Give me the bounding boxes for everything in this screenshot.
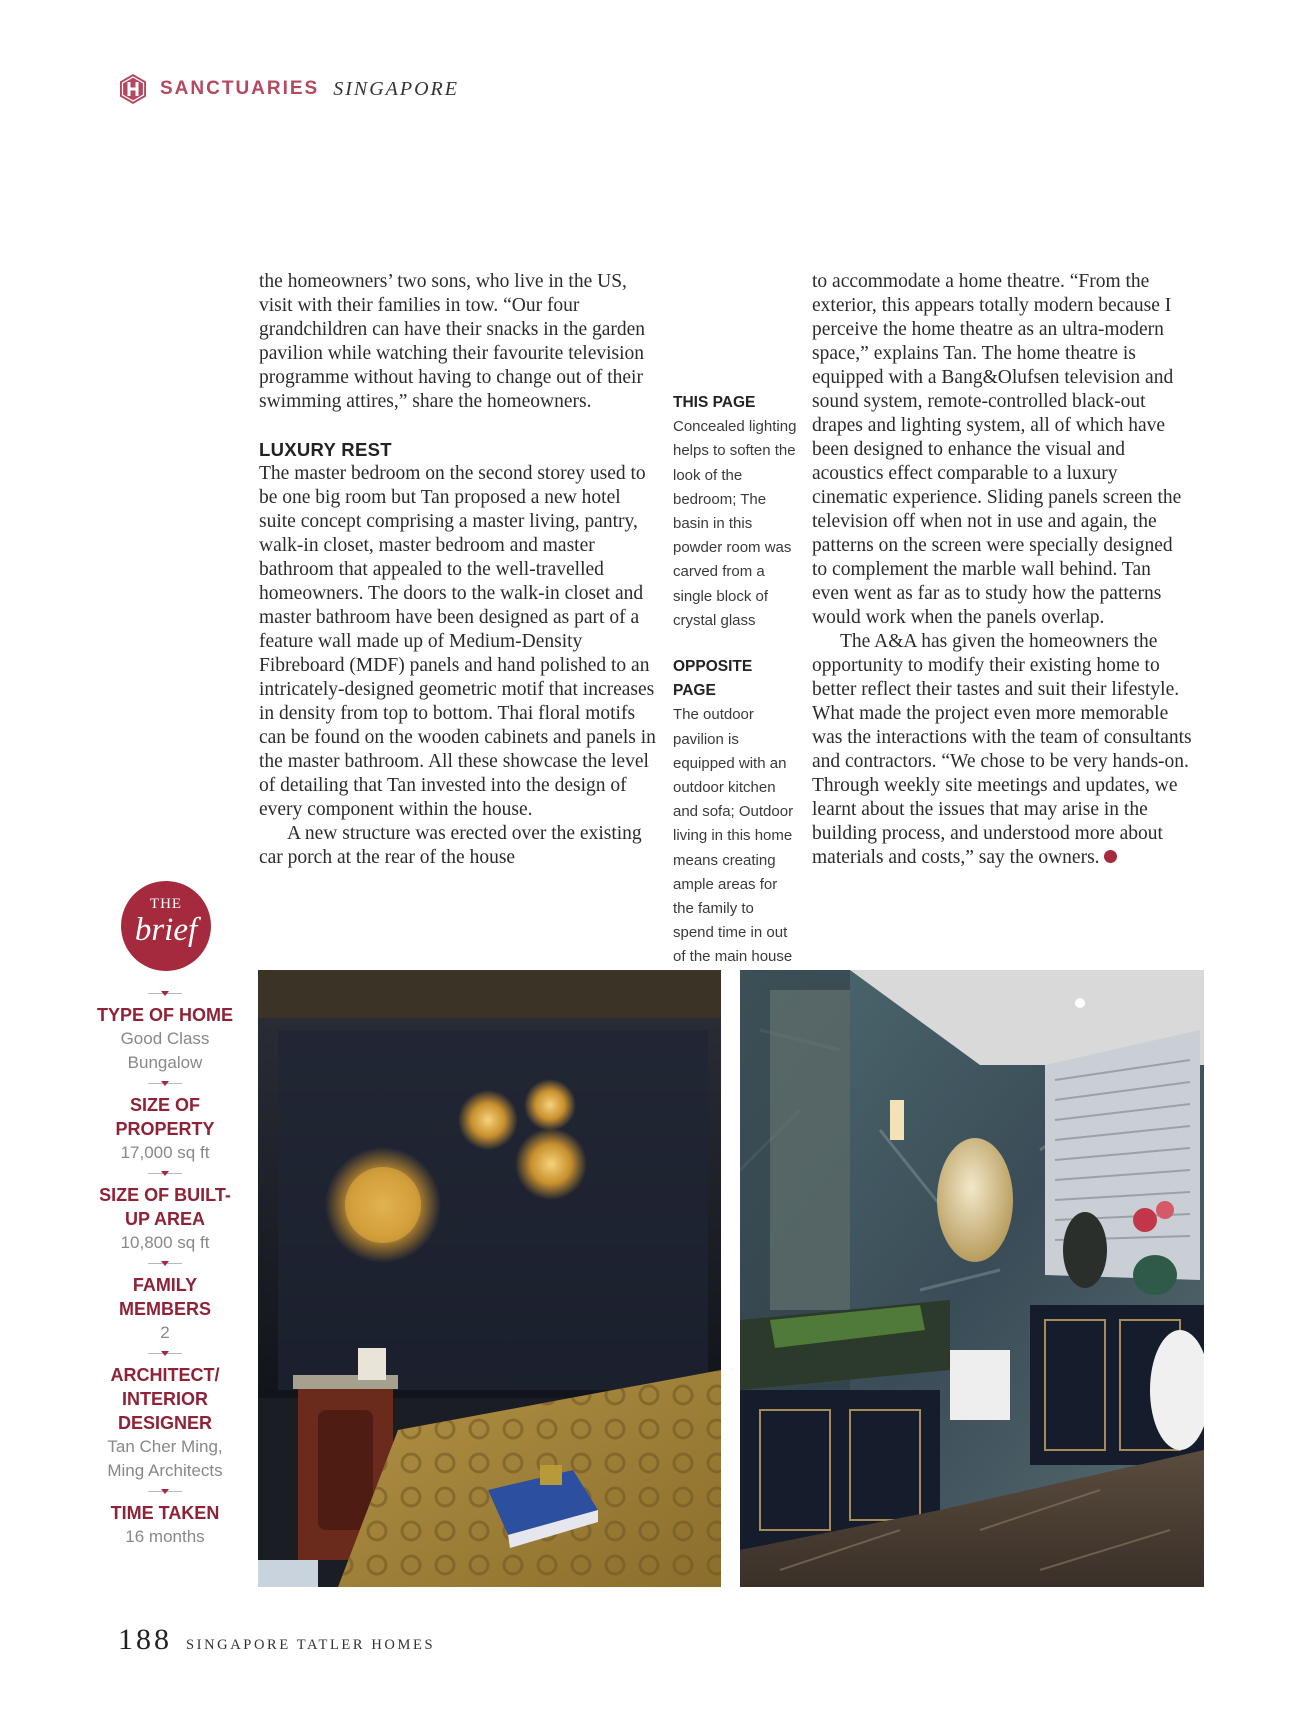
article-paragraph: A new structure was erected over the existing car porch at the rear of the house [259, 823, 642, 868]
brief-facts [90, 985, 240, 1549]
section-location: SINGAPORE [333, 77, 459, 100]
article-paragraph: the homeowners’ two sons, who live in the US, visit with their families in tow. “Our four grandchildren can have their snacks in the garden pavilion while watching their favourite television programme without having to change out of their swimming attires,” share the homeowners. [259, 271, 646, 412]
caption-title: OPPOSITE PAGE [673, 658, 753, 700]
caption-this-page [673, 391, 798, 633]
article-paragraph: The master bedroom on the second storey used to be one big room but Tan proposed a new hotel suite concept comprising a master living, pantry, walk-in closet, master bedroom and master bathroom that appealed to the well-travelled homeowners. The doors to the walk-in closet and master bathroom have been designed as part of a feature wall made up of Medium-Density Fibreboard (MDF) panels and hand polished to an intricately-designed geometric motif that increases in density from top to bottom. Thai floral motifs can be found on the wooden cabinets and panels in the master bathroom. All these showcase the level of detailing that Tan invested into the design of every component within the house. [259, 463, 656, 820]
bathroom-photo [740, 970, 1204, 1587]
brief-divider [90, 1075, 240, 1093]
brief-item [90, 1093, 240, 1165]
caption-opposite-page [673, 655, 798, 970]
section-name: SANCTUARIES [160, 78, 320, 99]
brief-value: Tan Cher Ming, Ming Architects [107, 1437, 223, 1480]
page-footer [118, 1623, 435, 1657]
brief-label: FAMILY MEMBERS [118, 1275, 211, 1319]
brief-item [90, 1363, 240, 1483]
brief-item [90, 1183, 240, 1255]
brief-item [90, 1273, 240, 1345]
brief-value: 2 [160, 1323, 170, 1342]
brief-value: Good Class Bungalow [120, 1029, 210, 1072]
brief-divider [90, 1165, 240, 1183]
end-mark-icon [1104, 850, 1117, 863]
brief-value: 17,000 sq ft [120, 1143, 210, 1162]
publication-name: SINGAPORE TATLER HOMES [186, 1637, 436, 1653]
brief-value: 16 months [125, 1527, 205, 1546]
page-number: 188 [118, 1623, 172, 1656]
bathroom-illustration [740, 970, 1204, 1587]
brief-badge-word: brief [134, 912, 198, 948]
caption-title: THIS PAGE [673, 394, 756, 411]
brief-item [90, 1003, 240, 1075]
brief-divider [90, 1345, 240, 1363]
section-header [118, 72, 459, 106]
bedroom-illustration [258, 970, 721, 1587]
brief-divider [90, 1255, 240, 1273]
article-column-3 [812, 270, 1192, 870]
brief-value: 10,800 sq ft [120, 1233, 210, 1252]
brief-badge [121, 881, 211, 971]
brief-item [90, 1501, 240, 1549]
bedroom-photo [258, 970, 721, 1587]
brief-label: TIME TAKEN [110, 1503, 220, 1523]
article-paragraph [812, 630, 1192, 870]
brief-divider [90, 985, 240, 1003]
article-column-1 [259, 270, 659, 870]
brief-badge-top: THE [149, 896, 183, 912]
brief-label: SIZE OF PROPERTY [115, 1095, 215, 1139]
brief-divider [90, 1483, 240, 1501]
brief-label: ARCHITECT/ INTERIOR DESIGNER [110, 1365, 220, 1433]
brief-label: TYPE OF HOME [96, 1005, 233, 1025]
magazine-logo-icon [118, 73, 148, 105]
caption-text: The outdoor pavilion is equipped with an outdoor kitchen and sofa; Outdoor living in this home means creating ample areas for the family to spend time in out of the main house [673, 706, 794, 966]
article-paragraph-text: The A&A has given the homeowners the opportunity to modify their existing home to better reflect their tastes and suit their lifestyle. What made the project even more memorable was the interactions with the team of consultants and contractors. “We chose to be very hands-on. Through weekly site meetings and updates, we learnt about the issues that may arise in the building process, and understood more about materials and costs,” say the owners. [812, 631, 1192, 868]
brief-label: SIZE OF BUILT-UP AREA [99, 1185, 231, 1229]
article-subhead: LUXURY REST [259, 439, 392, 460]
caption-text: Concealed lighting helps to soften the look of the bedroom; The basin in this powder room was carved from a single block of crystal glass [673, 418, 797, 629]
article-paragraph: to accommodate a home theatre. “From the exterior, this appears totally modern because I perceive the home theatre as an ultra-modern space,” explains Tan. The home theatre is equipped with a Bang&Olufsen television and sound system, remote-controlled black-out drapes and lighting system, all of which have been designed to enhance the visual and acoustics effect comparable to a luxury cinematic experience. Sliding panels screen the television off when not in use and again, the patterns on the screen were specially designed to complement the marble wall behind. Tan even went as far as to study how the patterns would work when the panels overlap. [812, 271, 1182, 628]
